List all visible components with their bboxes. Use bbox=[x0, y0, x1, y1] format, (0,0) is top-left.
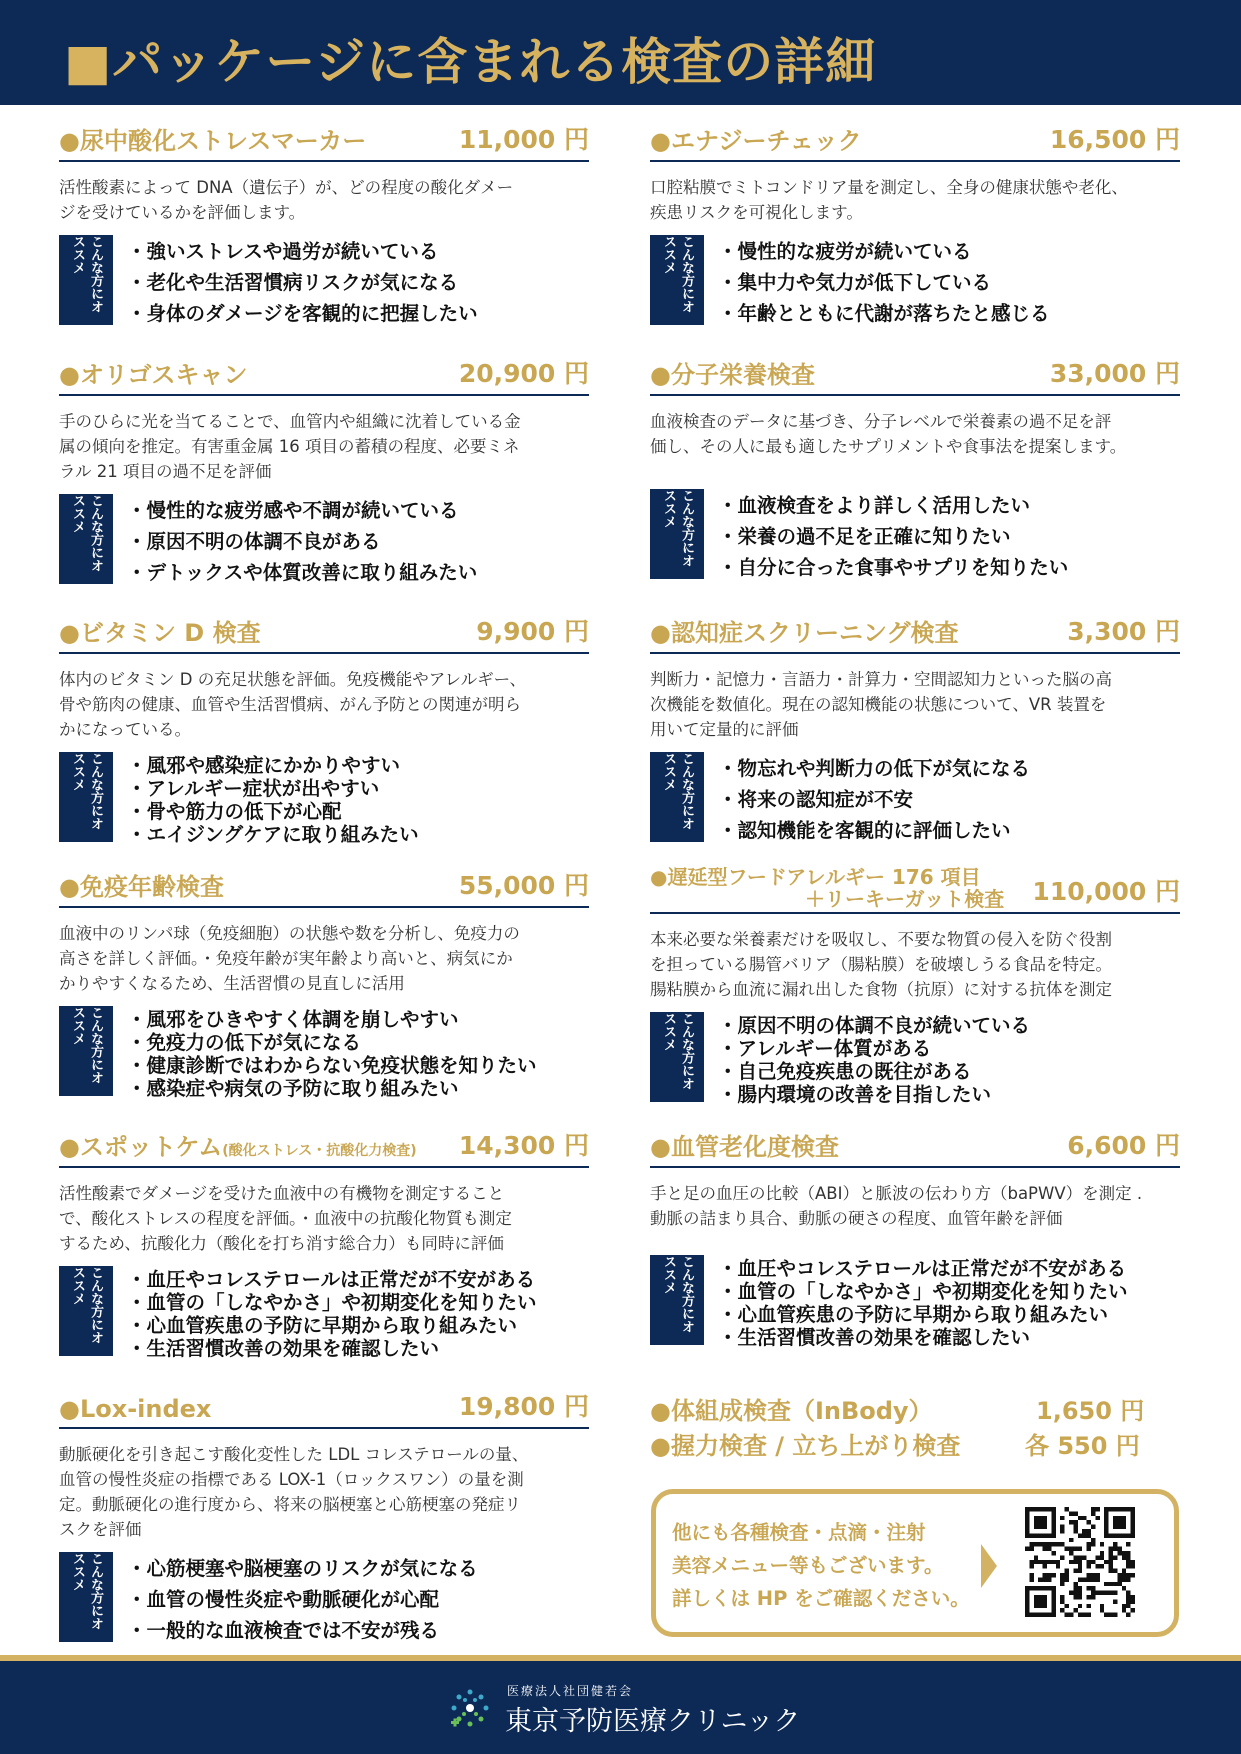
recommend-block bbox=[59, 752, 589, 846]
test-price: 11,000 円 bbox=[458, 125, 589, 154]
description-line: 動脈の詰まり具合、動脈の硬さの程度、血管年齢を評価 bbox=[650, 1209, 1063, 1228]
description-line: 定。動脈硬化の進行度から、将来の脳梗塞と心筋梗塞の発症リ bbox=[59, 1495, 521, 1514]
recommend-tag-label: こんな方にオススメ bbox=[661, 235, 694, 313]
test-name-block bbox=[650, 355, 815, 390]
description-line: 血液中のリンパ球（免疫細胞）の状態や数を分析し、免疫力の bbox=[59, 924, 520, 943]
recommend-tag bbox=[650, 489, 704, 579]
recommend-list bbox=[59, 1552, 589, 1646]
test-name-block bbox=[59, 1127, 417, 1162]
test-price: 16,500 円 bbox=[1049, 125, 1180, 154]
recommend-list bbox=[650, 235, 1180, 329]
recommend-tag-label: こんな方にオススメ bbox=[661, 752, 694, 830]
recommend-item: ・ 集中力や気力が低下している bbox=[718, 267, 1180, 298]
qr-code-icon[interactable] bbox=[1025, 1507, 1135, 1617]
recommend-item: ・ 心血管疾患の予防に早期から取り組みたい bbox=[718, 1303, 1180, 1326]
recommend-tag bbox=[59, 1006, 113, 1096]
description-line: 用いて定量的に評価 bbox=[650, 720, 799, 739]
description-line: 動脈硬化を引き起こす酸化変性した LDL コレステロールの量、 bbox=[59, 1445, 529, 1464]
test-price: 110,000 円 bbox=[1032, 877, 1180, 906]
test-description bbox=[650, 1181, 1180, 1231]
test-section bbox=[650, 614, 1180, 846]
recommend-list bbox=[59, 494, 589, 588]
description-line: 疾患リスクを可視化します。 bbox=[650, 203, 863, 222]
test-description bbox=[59, 1181, 589, 1256]
recommend-list bbox=[59, 1006, 589, 1100]
test-section bbox=[59, 1389, 589, 1646]
description-line: 口腔粘膜でミトコンドリア量を測定し、全身の健康状態や老化、 bbox=[650, 178, 1128, 197]
test-price: 6,600 円 bbox=[1067, 1131, 1180, 1160]
recommend-block bbox=[59, 1006, 589, 1100]
recommend-item: ・ 血圧やコレステロールは正常だが不安がある bbox=[718, 1257, 1180, 1280]
test-section bbox=[650, 865, 1180, 1106]
test-name: ●エナジーチェック bbox=[650, 127, 862, 155]
recommend-item: ・ 原因不明の体調不良が続いている bbox=[718, 1014, 1180, 1037]
recommend-block bbox=[650, 489, 1180, 583]
test-price: 55,000 円 bbox=[458, 871, 589, 900]
test-name: ●尿中酸化ストレスマーカー bbox=[59, 127, 367, 155]
recommend-tag-label: こんな方にオススメ bbox=[661, 1012, 694, 1090]
recommend-item: ・ 血液検査をより詳しく活用したい bbox=[718, 490, 1180, 521]
test-price: 9,900 円 bbox=[476, 617, 589, 646]
recommend-item: ・ 原因不明の体調不良がある bbox=[127, 526, 589, 557]
recommend-item: ・ 身体のダメージを客観的に把握したい bbox=[127, 298, 589, 329]
recommend-item: ・ 老化や生活習慣病リスクが気になる bbox=[127, 267, 589, 298]
description-line: 手のひらに光を当てることで、血管内や組織に沈着している金 bbox=[59, 412, 521, 431]
info-line: 詳しくは HP をご確認ください。 bbox=[672, 1587, 970, 1610]
test-price: 33,000 円 bbox=[1049, 359, 1180, 388]
test-name: ●遅延型フードアレルギー 176 項目 bbox=[650, 865, 981, 889]
recommend-list bbox=[59, 235, 589, 329]
description-line: 本来必要な栄養素だけを吸収し、不要な物質の侵入を防ぐ役割 bbox=[650, 930, 1112, 949]
recommend-tag bbox=[650, 1255, 704, 1345]
recommend-item: ・ 生活習慣改善の効果を確認したい bbox=[718, 1326, 1180, 1349]
test-description bbox=[59, 409, 589, 484]
recommend-item: ・ 慢性的な疲労感や不調が続いている bbox=[127, 495, 589, 526]
test-name: ●Lox-index bbox=[59, 1395, 212, 1423]
recommend-tag-label: こんな方にオススメ bbox=[70, 1266, 103, 1344]
test-price: 3,300 円 bbox=[1067, 617, 1180, 646]
recommend-item: ・ 免疫力の低下が気になる bbox=[127, 1031, 589, 1054]
recommend-block bbox=[59, 494, 589, 588]
recommend-item: ・ 心筋梗塞や脳梗塞のリスクが気になる bbox=[127, 1553, 589, 1584]
description-line: 体内のビタミン D の充足状態を評価。免疫機能やアレルギー、 bbox=[59, 670, 526, 689]
recommend-tag bbox=[650, 752, 704, 842]
description-line: 手と足の血圧の比較（ABI）と脈波の伝わり方（baPWV）を測定 . bbox=[650, 1184, 1143, 1203]
test-name: ●免疫年齢検査 bbox=[59, 873, 224, 901]
recommend-item: ・ 血管の「しなやかさ」や初期変化を知りたい bbox=[718, 1280, 1180, 1303]
recommend-item: ・ 物忘れや判断力の低下が気になる bbox=[718, 753, 1180, 784]
recommend-item: ・ 血圧やコレステロールは正常だが不安がある bbox=[127, 1268, 589, 1291]
test-name: ●ビタミン D 検査 bbox=[59, 619, 261, 647]
description-line: 活性酸素によって DNA（遺伝子）が、どの程度の酸化ダメー bbox=[59, 178, 514, 197]
description-line: 血液検査のデータに基づき、分子レベルで栄養素の過不足を評 bbox=[650, 412, 1112, 431]
extra-test-price: 1,650 円 bbox=[1036, 1397, 1145, 1425]
extra-test-inbody bbox=[650, 1391, 1145, 1426]
recommend-block bbox=[59, 235, 589, 329]
test-name: ●スポットケム bbox=[59, 1133, 223, 1161]
test-description bbox=[650, 667, 1180, 742]
test-description bbox=[59, 1442, 589, 1542]
test-section bbox=[59, 1128, 589, 1360]
test-section bbox=[59, 356, 589, 588]
recommend-tag bbox=[650, 1012, 704, 1102]
recommend-block bbox=[59, 1266, 589, 1360]
recommend-list bbox=[59, 752, 589, 846]
extra-test-price: 各 550 円 bbox=[1025, 1432, 1140, 1460]
recommend-item: ・ 一般的な血液検査では不安が残る bbox=[127, 1615, 589, 1646]
test-name-block bbox=[650, 613, 958, 648]
recommend-tag bbox=[59, 752, 113, 842]
recommend-block bbox=[59, 1552, 589, 1646]
recommend-list bbox=[650, 1012, 1180, 1106]
test-name: ●分子栄養検査 bbox=[650, 361, 815, 389]
test-name-block bbox=[59, 867, 224, 902]
recommend-tag-label: こんな方にオススメ bbox=[70, 1552, 103, 1630]
info-line: 他にも各種検査・点滴・注射 bbox=[672, 1521, 926, 1544]
test-name-block bbox=[650, 121, 862, 156]
recommend-list bbox=[59, 1266, 589, 1360]
description-line: ジを受けているかを評価します。 bbox=[59, 203, 306, 222]
test-name-block bbox=[59, 613, 261, 648]
extra-test-name: ●握力検査 / 立ち上がり検査 bbox=[650, 1432, 961, 1460]
recommend-tag-label: こんな方にオススメ bbox=[661, 1255, 694, 1333]
clinic-name: 東京予防医療クリニック bbox=[505, 1706, 801, 1737]
description-line: 価し、その人に最も適したサプリメントや食事法を提案します。 bbox=[650, 437, 1127, 456]
recommend-tag-label: こんな方にオススメ bbox=[70, 1006, 103, 1084]
description-line: を担っている腸管バリア（腸粘膜）を破壊しうる食品を特定。 bbox=[650, 955, 1112, 974]
test-price: 20,900 円 bbox=[458, 359, 589, 388]
recommend-tag-label: こんな方にオススメ bbox=[70, 494, 103, 572]
recommend-item: ・ 骨や筋力の低下が心配 bbox=[127, 800, 589, 823]
recommend-item: ・ 感染症や病気の予防に取り組みたい bbox=[127, 1077, 589, 1100]
recommend-block bbox=[650, 752, 1180, 846]
description-line: 判断力・記憶力・言語力・計算力・空間認知力といった脳の高 bbox=[650, 670, 1112, 689]
test-description bbox=[650, 927, 1180, 1002]
recommend-list bbox=[650, 1255, 1180, 1349]
recommend-item: ・ 認知機能を客観的に評価したい bbox=[718, 815, 1180, 846]
test-section bbox=[59, 868, 589, 1100]
recommend-item: ・ 強いストレスや過労が続いている bbox=[127, 236, 589, 267]
recommend-tag-label: こんな方にオススメ bbox=[661, 489, 694, 567]
footer bbox=[0, 1661, 1241, 1754]
test-name-line2: ＋リーキーガット検査 bbox=[805, 887, 1005, 911]
test-name-block bbox=[650, 1127, 839, 1162]
description-line: かになっている。 bbox=[59, 720, 191, 739]
test-description bbox=[59, 667, 589, 742]
recommend-list bbox=[650, 489, 1180, 583]
recommend-item: ・ 腸内環境の改善を目指したい bbox=[718, 1083, 1180, 1106]
recommend-item: ・ 心血管疾患の予防に早期から取り組みたい bbox=[127, 1314, 589, 1337]
recommend-item: ・ アレルギー体質がある bbox=[718, 1037, 1180, 1060]
recommend-item: ・ アレルギー症状が出やすい bbox=[127, 777, 589, 800]
recommend-tag bbox=[59, 235, 113, 325]
page-title: ■パッケージに含まれる検査の詳細 bbox=[64, 32, 877, 91]
extra-test-grip bbox=[650, 1426, 1140, 1461]
recommend-block bbox=[650, 235, 1180, 329]
test-description bbox=[650, 175, 1180, 225]
recommend-tag bbox=[650, 235, 704, 325]
recommend-item: ・ 健康診断ではわからない免疫状態を知りたい bbox=[127, 1054, 589, 1077]
test-description bbox=[59, 921, 589, 996]
description-line: 活性酸素でダメージを受けた血液中の有機物を測定すること bbox=[59, 1184, 505, 1203]
recommend-item: ・ 風邪や感染症にかかりやすい bbox=[127, 754, 589, 777]
test-section bbox=[650, 1128, 1180, 1349]
description-line: 属の傾向を推定。有害重金属 16 項目の蓄積の程度、必要ミネ bbox=[59, 437, 520, 456]
test-name: ●血管老化度検査 bbox=[650, 1133, 839, 1161]
info-line: 美容メニュー等もございます。 bbox=[672, 1554, 944, 1577]
arrow-right-icon bbox=[981, 1544, 997, 1588]
test-name-note: (酸化ストレス・抗酸化力検査) bbox=[222, 1143, 417, 1159]
description-line: かりやすくなるため、生活習慣の見直しに活用 bbox=[59, 974, 405, 993]
recommend-item: ・ 栄養の過不足を正確に知りたい bbox=[718, 521, 1180, 552]
recommend-item: ・ 自分に合った食事やサプリを知りたい bbox=[718, 552, 1180, 583]
description-line: 骨や筋肉の健康、血管や生活習慣病、がん予防との関連が明ら bbox=[59, 695, 521, 714]
recommend-tag bbox=[59, 1552, 113, 1642]
test-price: 19,800 円 bbox=[458, 1392, 589, 1421]
description-line: ラル 21 項目の過不足を評価 bbox=[59, 462, 272, 481]
test-description bbox=[650, 409, 1180, 459]
description-line: スクを評価 bbox=[59, 1520, 142, 1539]
recommend-item: ・ デトックスや体質改善に取り組みたい bbox=[127, 557, 589, 588]
clinic-logo-icon bbox=[445, 1683, 495, 1733]
recommend-item: ・ 自己免疫疾患の既往がある bbox=[718, 1060, 1180, 1083]
recommend-block bbox=[650, 1012, 1180, 1106]
organization-name: 医療法人社団健若会 bbox=[507, 1684, 634, 1698]
recommend-tag-label: こんな方にオススメ bbox=[70, 752, 103, 830]
recommend-tag bbox=[59, 1266, 113, 1356]
description-line: で、酸化ストレスの程度を評価。・血液中の抗酸化物質も測定 bbox=[59, 1209, 512, 1228]
recommend-item: ・ 年齢とともに代謝が落ちたと感じる bbox=[718, 298, 1180, 329]
description-line: 血管の慢性炎症の指標である LOX-1（ロックスワン）の量を測 bbox=[59, 1470, 524, 1489]
recommend-item: ・ エイジングケアに取り組みたい bbox=[127, 823, 589, 846]
recommend-tag-label: こんな方にオススメ bbox=[70, 235, 103, 313]
test-description bbox=[59, 175, 589, 225]
test-section bbox=[59, 122, 589, 329]
description-line: するため、抗酸化力（酸化を打ち消す総合力）も同時に評価 bbox=[59, 1234, 504, 1253]
description-line: 次機能を数値化。現在の認知機能の状態について、VR 装置を bbox=[650, 695, 1107, 714]
test-name-block bbox=[59, 1395, 211, 1423]
test-section bbox=[59, 614, 589, 846]
extra-test-name: ●体組成検査（InBody） bbox=[650, 1397, 933, 1425]
recommend-item: ・ 将来の認知症が不安 bbox=[718, 784, 1180, 815]
description-line: 腸粘膜から血流に漏れ出した食物（抗原）に対する抗体を測定 bbox=[650, 980, 1112, 999]
test-name-block bbox=[59, 355, 247, 390]
test-section bbox=[650, 356, 1180, 583]
header-banner bbox=[0, 0, 1241, 105]
description-line: 高さを詳しく評価。・免疫年齢が実年齢より高いと、病気にか bbox=[59, 949, 513, 968]
recommend-item: ・ 血管の「しなやかさ」や初期変化を知りたい bbox=[127, 1291, 589, 1314]
recommend-list bbox=[650, 752, 1180, 846]
recommend-item: ・ 生活習慣改善の効果を確認したい bbox=[127, 1337, 589, 1360]
recommend-item: ・ 慢性的な疲労が続いている bbox=[718, 236, 1180, 267]
test-name-block bbox=[59, 121, 366, 156]
recommend-item: ・ 血管の慢性炎症や動脈硬化が心配 bbox=[127, 1584, 589, 1615]
test-section bbox=[650, 122, 1180, 329]
recommend-item: ・ 風邪をひきやすく体調を崩しやすい bbox=[127, 1008, 589, 1031]
recommend-tag bbox=[59, 494, 113, 584]
test-price: 14,300 円 bbox=[458, 1131, 589, 1160]
test-name: ●認知症スクリーニング検査 bbox=[650, 619, 959, 647]
test-name: ●オリゴスキャン bbox=[59, 361, 248, 389]
recommend-block bbox=[650, 1255, 1180, 1349]
